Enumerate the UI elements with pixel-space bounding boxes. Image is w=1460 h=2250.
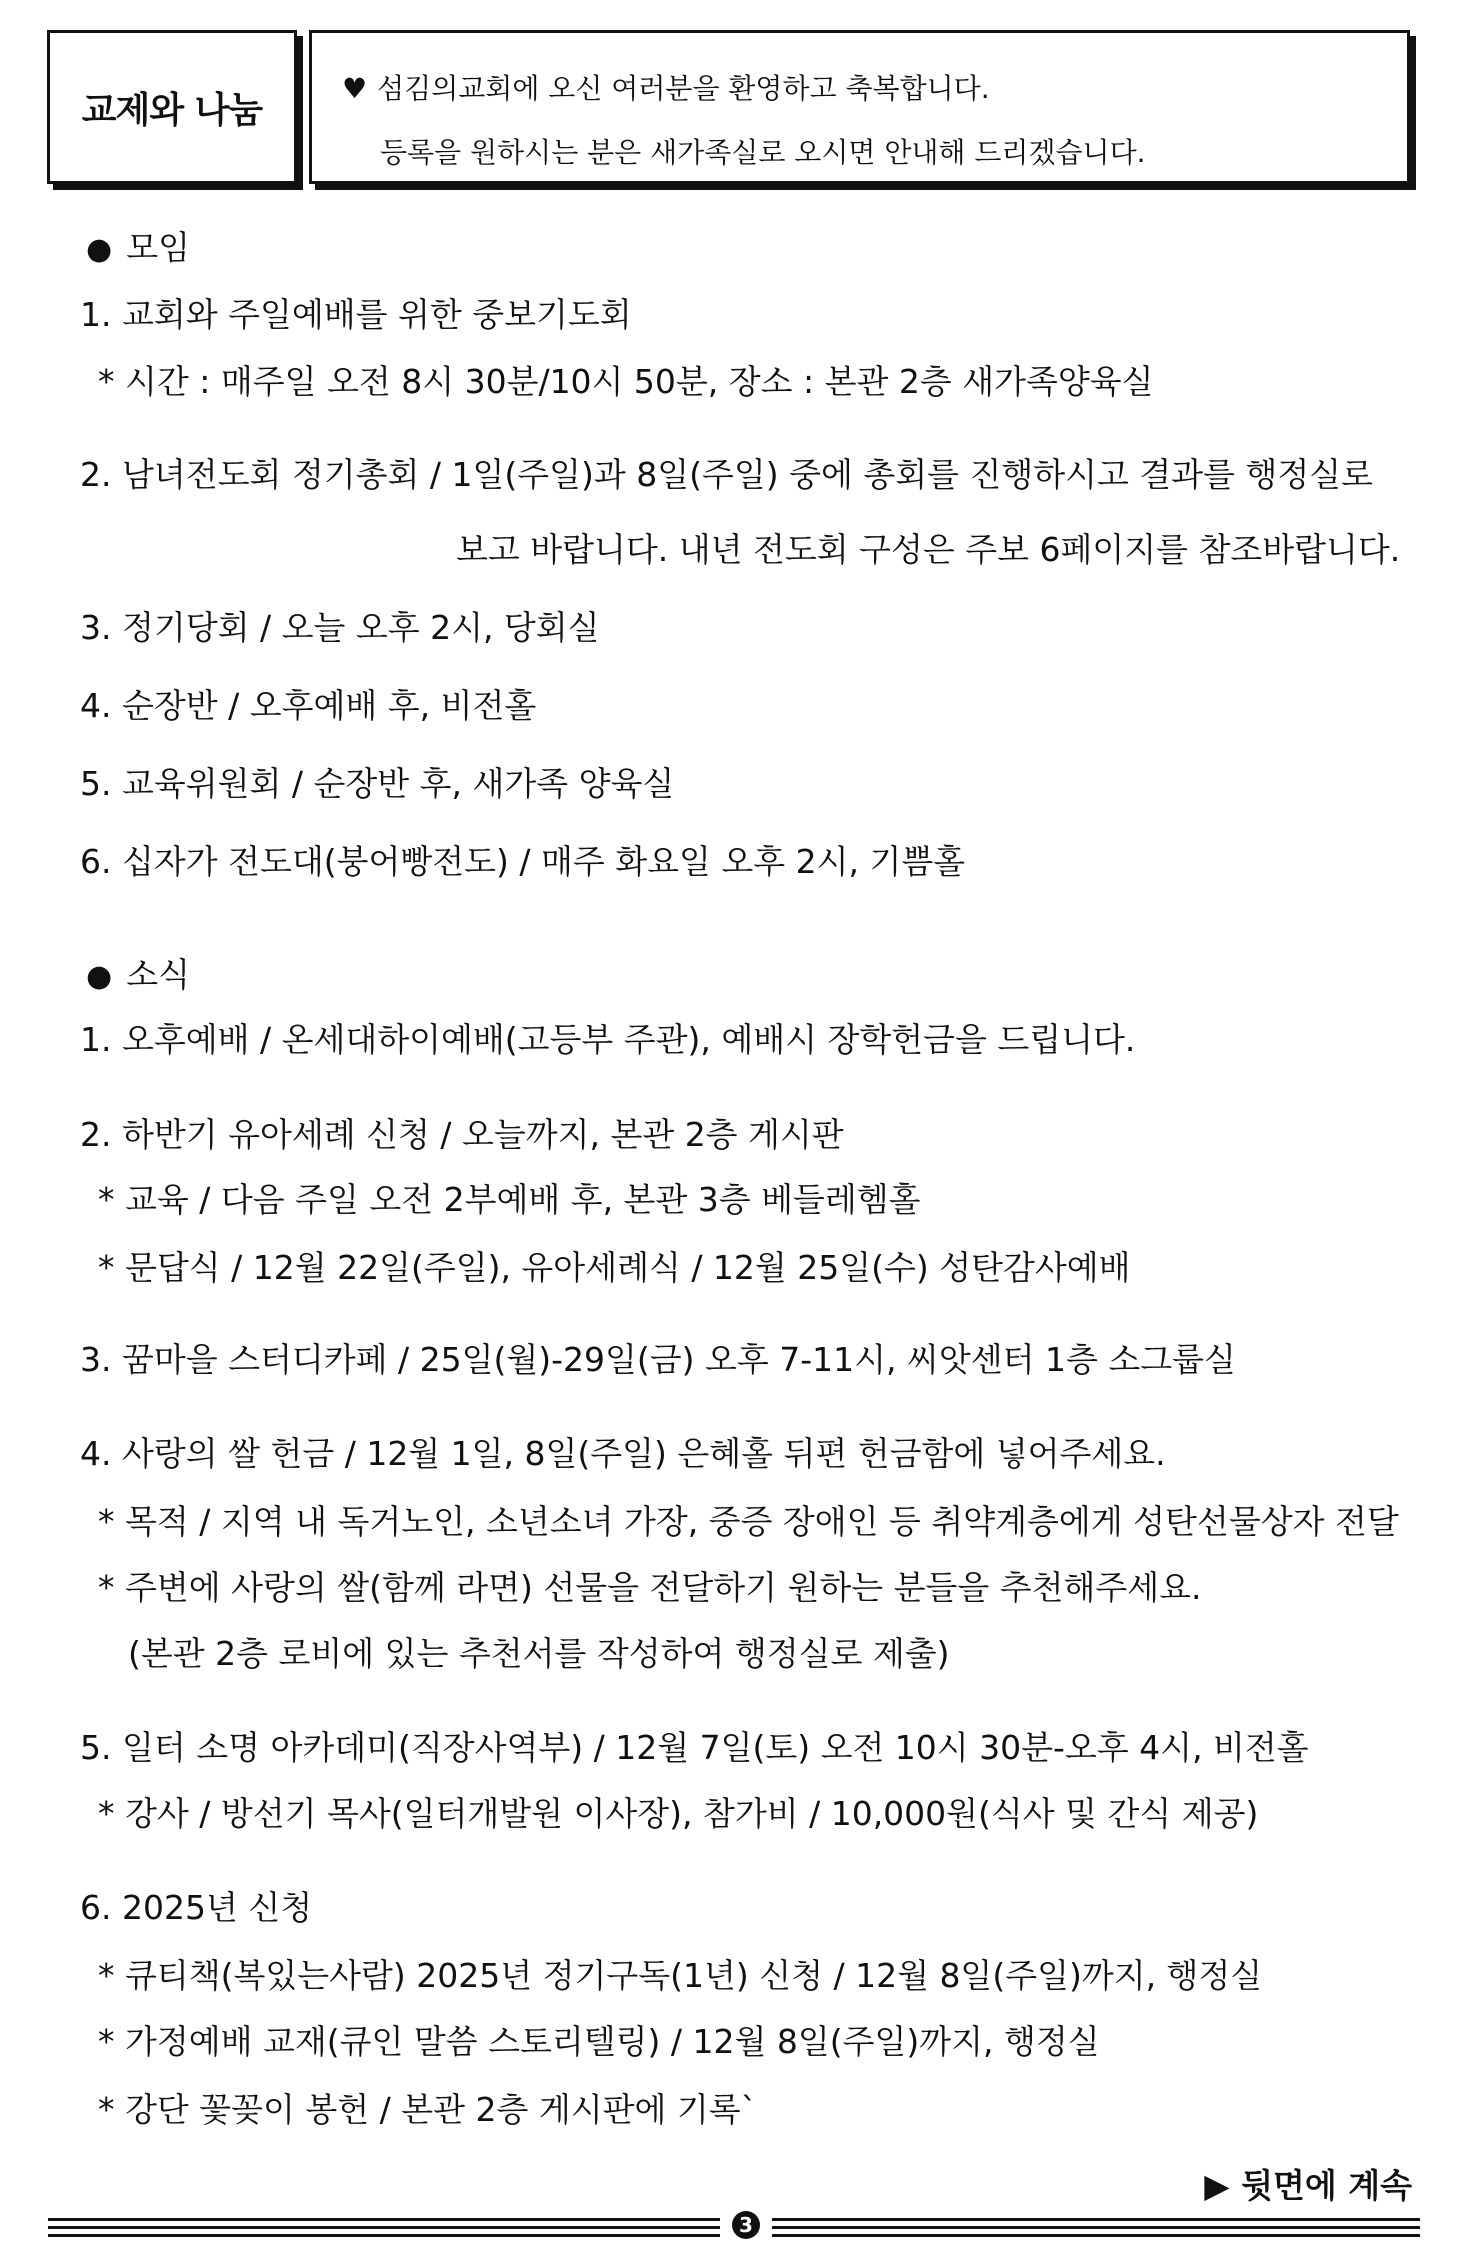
news-item: 4. 사랑의 쌀 헌금 / 12월 1일, 8일(주일) 은혜홀 뒤편 헌금함에 넣어주세요.	[80, 1434, 1166, 1473]
footer-rule-right	[772, 2226, 1420, 2229]
news-item: 5. 일터 소명 아카데미(직장사역부) / 12월 7일(토) 오전 10시 30분-오후 4시, 비전홀	[80, 1728, 1309, 1767]
news-heading: ● 소식	[80, 955, 190, 997]
footer-rule-right	[772, 2234, 1420, 2237]
news-detail: * 큐티책(복있는사람) 2025년 정기구독(1년) 신청 / 12월 8일(주일)까지, 행정실	[98, 1956, 1263, 1995]
news-detail: * 강단 꽃꽂이 봉헌 / 본관 2층 게시판에 기록`	[98, 2090, 758, 2129]
news-detail: * 주변에 사랑의 쌀(함께 라면) 선물을 전달하기 원하는 분들을 추천해주세요.	[98, 1568, 1202, 1607]
news-detail: * 교육 / 다음 주일 오전 2부예배 후, 본관 3층 베들레헴홀	[98, 1180, 921, 1219]
footer-rule-left	[48, 2218, 720, 2221]
news-detail: * 가정예배 교재(큐인 말씀 스토리텔링) / 12월 8일(주일)까지, 행정실	[98, 2022, 1100, 2061]
footer-rule-left	[48, 2234, 720, 2237]
welcome-line-1: ♥ 섬김의교회에 오신 여러분을 환영하고 축복합니다.	[342, 72, 990, 105]
meeting-item: 3. 정기당회 / 오늘 오후 2시, 당회실	[80, 608, 600, 647]
meeting-item: 1. 교회와 주일예배를 위한 중보기도회	[80, 295, 632, 334]
section-title: 교제와 나눔	[81, 89, 263, 131]
welcome-box	[309, 30, 1410, 184]
bullet-icon: ●	[86, 959, 113, 994]
bullet-icon: ●	[86, 232, 113, 267]
meeting-item: 2. 남녀전도회 정기총회 / 1일(주일)과 8일(주일) 중에 총회를 진행하시고 결과를 행정실로	[80, 455, 1373, 494]
page-footer	[48, 2210, 1420, 2240]
news-detail: * 강사 / 방선기 목사(일터개발원 이사장), 참가비 / 10,000원(식사 및 간식 제공)	[98, 1794, 1259, 1833]
meeting-item: 4. 순장반 / 오후예배 후, 비전홀	[80, 686, 537, 725]
meeting-item-continued: 보고 바랍니다. 내년 전도회 구성은 주보 6페이지를 참조바랍니다.	[456, 530, 1401, 569]
continue-notice: ▶ 뒷면에 계속	[1204, 2166, 1412, 2205]
meeting-item: 6. 십자가 전도대(붕어빵전도) / 매주 화요일 오후 2시, 기쁨홀	[80, 842, 966, 881]
footer-rule-left	[48, 2226, 720, 2229]
news-detail: * 문답식 / 12월 22일(주일), 유아세례식 / 12월 25일(수) 성탄감사예배	[98, 1248, 1131, 1287]
page-number: 3	[732, 2211, 760, 2239]
meeting-item: 5. 교육위원회 / 순장반 후, 새가족 양육실	[80, 764, 675, 803]
news-item: 3. 꿈마을 스터디카페 / 25일(월)-29일(금) 오후 7-11시, 씨앗센터 1층 소그룹실	[80, 1340, 1236, 1379]
section-title-box	[47, 30, 297, 184]
footer-rule-right	[772, 2218, 1420, 2221]
welcome-line-2: 등록을 원하시는 분은 새가족실로 오시면 안내해 드리겠습니다.	[380, 136, 1146, 169]
heart-icon: ♥	[342, 72, 368, 105]
news-item: 1. 오후예배 / 온세대하이예배(고등부 주관), 예배시 장학헌금을 드립니다.	[80, 1020, 1136, 1059]
news-item: 2. 하반기 유아세례 신청 / 오늘까지, 본관 2층 게시판	[80, 1115, 844, 1154]
news-detail: * 목적 / 지역 내 독거노인, 소년소녀 가장, 중증 장애인 등 취약계층에게 성탄선물상자 전달	[98, 1502, 1399, 1541]
meeting-detail: * 시간 : 매주일 오전 8시 30분/10시 50분, 장소 : 본관 2층 새가족양육실	[98, 362, 1154, 401]
page-header	[47, 30, 1412, 186]
meeting-heading: ● 모임	[80, 228, 190, 270]
news-item: 6. 2025년 신청	[80, 1888, 313, 1927]
news-detail-note: (본관 2층 로비에 있는 추천서를 작성하여 행정실로 제출)	[128, 1634, 950, 1673]
